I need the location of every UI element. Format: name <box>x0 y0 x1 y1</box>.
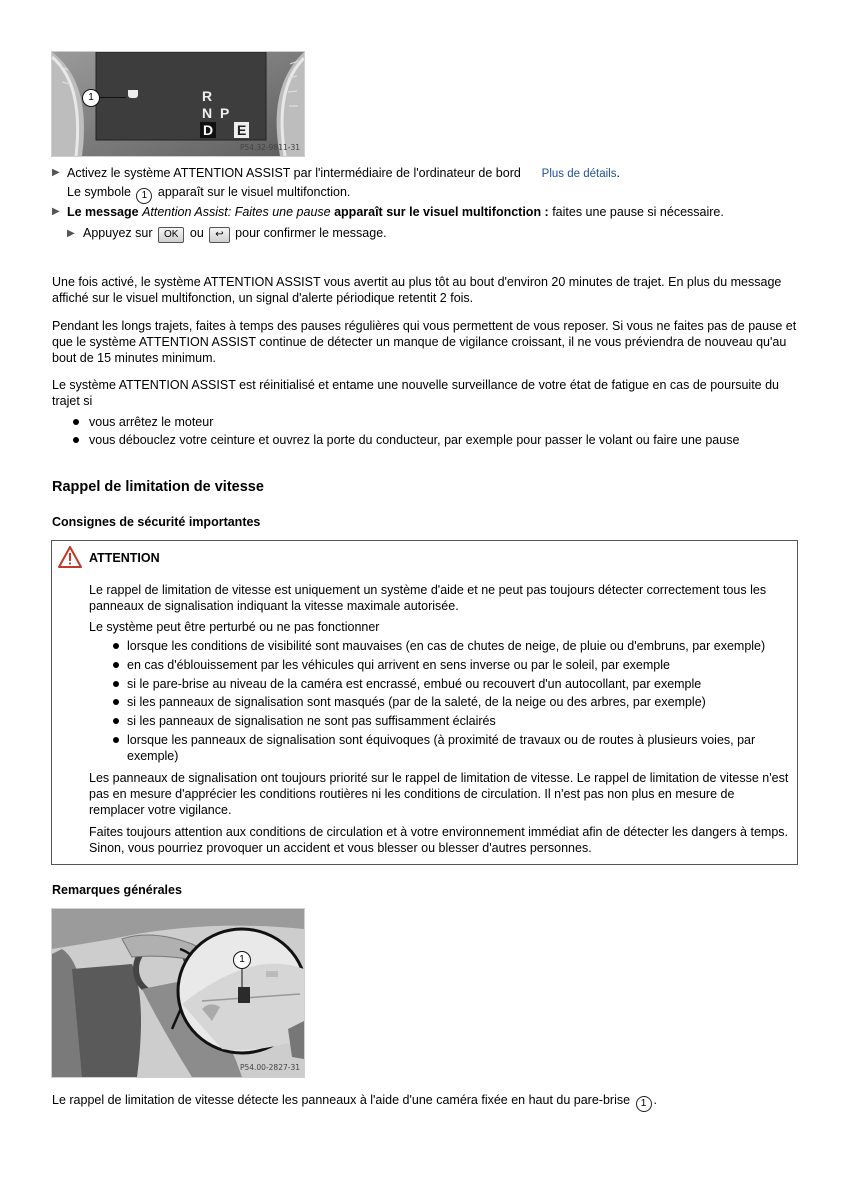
message-italic: Attention Assist: Faites une pause <box>142 205 331 219</box>
bullet-icon <box>73 437 79 443</box>
callout-1: 1 <box>233 951 251 969</box>
section-subheading: Consignes de sécurité importantes <box>52 515 261 529</box>
callout-line <box>100 97 126 98</box>
step-symbol-line <box>67 184 797 204</box>
details-link[interactable]: Plus de détails <box>541 168 617 180</box>
step-activate-end: . <box>616 166 620 180</box>
message-rest: faites une pause si nécessaire. <box>552 205 724 219</box>
gear-d-label: D <box>200 122 216 138</box>
message-bold-2: apparaît sur le visuel multifonction : <box>334 205 549 219</box>
callout-1-icon: 1 <box>136 188 152 204</box>
bullet-icon <box>113 737 119 743</box>
figure-caption: P54.00-2827-31 <box>239 1063 300 1072</box>
warning-paragraph: Les panneaux de signalisation ont toujours priorité sur le rappel de limitation de vitesse. Le rappel de limitation de vitesse n'est pas en mesure d'apprécier les conditions routières ni les conditions de circulation. Il n'est pas non plus en mesure de remplacer votre vigilance. <box>89 771 789 817</box>
step-arrow-icon: ▶ <box>52 206 60 217</box>
substep-arrow-icon: ▶ <box>67 228 75 239</box>
ok-key-icon: OK <box>158 227 184 243</box>
bullet-icon <box>113 662 119 668</box>
confirm-pre: Appuyez sur <box>83 226 153 240</box>
message-bold-1: Le message <box>67 205 139 219</box>
step-confirm <box>83 225 797 243</box>
back-key-icon: ↩ <box>209 227 229 243</box>
warning-bullet-item: lorsque les conditions de visibilité sont mauvaises (en cas de chutes de neige, de pluie ou d'embruns, par exemple) <box>127 639 766 653</box>
gear-r-label: R <box>202 88 213 104</box>
warning-paragraph: Le système peut être perturbé ou ne pas fonctionner <box>89 620 380 634</box>
callout-1: 1 <box>82 89 100 107</box>
coffee-cup-icon <box>128 90 138 98</box>
reset-bullet-item: vous arrêtez le moteur <box>89 415 214 429</box>
warning-bullet-item: en cas d'éblouissement par les véhicules qui arrivent en sens inverse ou par le soleil, par exemple <box>127 658 670 672</box>
car-interior-illustration <box>52 909 304 1077</box>
warning-bullet-item: si le pare-brise au niveau de la caméra est encrassé, embué ou recouvert d'un autocollant, par exemple <box>127 677 702 691</box>
step-arrow-icon: ▶ <box>52 167 60 178</box>
warning-bullet-item: si les panneaux de signalisation ne sont pas suffisamment éclairés <box>127 714 496 728</box>
paragraph-long-trips: Pendant les longs trajets, faites à temps des pauses régulières qui vous permettent de vous reposer. Si vous ne faites pas de pause et que le système ATTENTION ASSIST continue de détecter un manque de vigilance croissant, il ne vous préviendra de nouveau qu'au bout de 15 minutes minimum. <box>52 319 797 365</box>
symbol-post-text: apparaît sur le visuel multifonction. <box>157 185 351 199</box>
gear-e-label: E <box>234 122 249 138</box>
final-text: Le rappel de limitation de vitesse détecte les panneaux à l'aide d'une caméra fixée en haut du pare-brise <box>52 1093 631 1107</box>
remarks-heading: Remarques générales <box>52 883 182 897</box>
warning-bullet-item: lorsque les panneaux de signalisation sont équivoques (à proximité de travaux ou de routes à plusieurs voies, par exemple) <box>127 733 756 763</box>
camera-location-figure <box>51 908 305 1078</box>
paragraph-activation: Une fois activé, le système ATTENTION ASSIST vous avertit au plus tôt au bout d'environ 20 minutes de trajet. En plus du message affiché sur le visuel multifonction, un signal d'alerte périodique retentit 2 fois. <box>52 275 782 305</box>
bullet-icon <box>113 643 119 649</box>
bullet-icon <box>73 419 79 425</box>
step-activate <box>67 165 797 182</box>
confirm-mid: ou <box>189 226 204 240</box>
bullet-icon <box>113 699 119 705</box>
paragraph-reset: Le système ATTENTION ASSIST est réinitialisé et entame une nouvelle surveillance de votre état de fatigue en cas de poursuite du trajet si <box>52 378 780 408</box>
final-end: . <box>653 1093 658 1107</box>
figure-caption: P54.32-9811-31 <box>239 143 300 152</box>
gear-p-label: P <box>220 105 230 121</box>
section-heading: Rappel de limitation de vitesse <box>52 479 264 495</box>
bullet-icon <box>113 718 119 724</box>
warning-box <box>51 540 798 865</box>
symbol-pre-text: Le symbole <box>67 185 131 199</box>
final-sentence <box>52 1092 797 1112</box>
warning-paragraph: Le rappel de limitation de vitesse est uniquement un système d'aide et ne peut pas toujours détecter correctement tous les panneaux de signalisation indiquant la vitesse maximale autorisée. <box>89 583 767 613</box>
instrument-cluster-figure <box>51 51 305 157</box>
reset-bullet-item: vous débouclez votre ceinture et ouvrez la porte du conducteur, par exemple pour passer le volant ou faire une pause <box>89 433 740 447</box>
gear-n-label: N <box>202 105 213 121</box>
warning-triangle-icon <box>58 546 82 568</box>
warning-title: ATTENTION <box>89 551 160 565</box>
warning-paragraph: Faites toujours attention aux conditions de circulation et à votre environnement immédiat afin de détecter les dangers à temps. Sinon, vous pourriez provoquer un accident et vous blesser ou blesser d'autres personnes. <box>89 825 788 855</box>
bullet-icon <box>113 681 119 687</box>
confirm-post: pour confirmer le message. <box>235 226 387 240</box>
warning-bullet-item: si les panneaux de signalisation sont masqués (par de la saleté, de la neige ou des arbres, par exemple) <box>127 695 706 709</box>
step-message <box>67 204 797 220</box>
step-activate-text: Activez le système ATTENTION ASSIST par l'intermédiaire de l'ordinateur de bord <box>67 166 521 180</box>
callout-1-icon: 1 <box>636 1096 652 1112</box>
